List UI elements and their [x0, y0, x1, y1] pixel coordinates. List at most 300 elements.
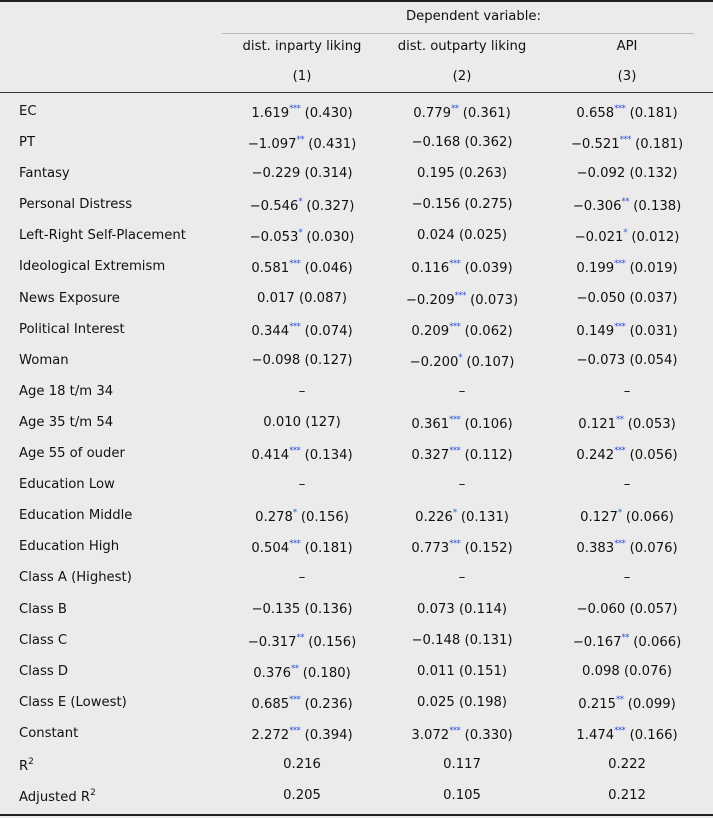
- coefficient: 0.121: [578, 416, 616, 432]
- cell-col-2: [382, 135, 542, 150]
- significance-stars: *: [617, 508, 622, 519]
- significance-stars: **: [616, 414, 624, 425]
- row-label-text: Class E (Lowest): [19, 694, 127, 710]
- cell-col-2: [382, 477, 542, 492]
- standard-error: (0.166): [629, 727, 678, 743]
- significance-stars: ***: [614, 539, 626, 550]
- cell-col-1: [222, 788, 382, 803]
- coefficient: −0.092: [576, 166, 626, 182]
- row-label: [19, 384, 113, 399]
- cell-col-2: [382, 508, 542, 525]
- row-label: [19, 353, 69, 368]
- row-label-text: Left-Right Self-Placement: [19, 228, 186, 244]
- cell-col-1: [222, 415, 382, 430]
- significance-stars: ***: [289, 725, 301, 736]
- standard-error: (0.099): [627, 696, 676, 712]
- cell-col-1: [222, 477, 382, 492]
- coefficient: 0.685: [251, 696, 290, 712]
- table-row: [0, 190, 713, 221]
- cell-col-1: [222, 322, 382, 339]
- coefficient: 0.098: [581, 663, 620, 679]
- cell-col-2: [382, 757, 542, 772]
- row-label: [19, 726, 78, 741]
- cell-col-1: [222, 135, 382, 152]
- cell-col-1: [222, 726, 382, 743]
- row-label-text: Political Interest: [19, 321, 125, 337]
- significance-stars: ***: [449, 259, 461, 270]
- cell-col-3: [542, 322, 712, 339]
- standard-error: (0.361): [462, 106, 511, 121]
- cell-col-3: [542, 477, 712, 492]
- column-number-1: (1): [292, 69, 312, 84]
- table-body: [0, 97, 713, 812]
- significance-stars: ***: [614, 259, 626, 270]
- standard-error: (127): [305, 414, 341, 430]
- coefficient: 0.581: [251, 261, 290, 277]
- standard-error: (0.136): [304, 601, 353, 617]
- significance-stars: ***: [454, 290, 466, 301]
- coefficient: –: [623, 570, 631, 586]
- coefficient: 0.117: [443, 756, 481, 772]
- coefficient: −0.521: [570, 137, 620, 153]
- row-label-text: Class C: [19, 632, 68, 648]
- standard-error: (0.156): [308, 634, 357, 650]
- row-label: [19, 570, 132, 585]
- row-label: [19, 446, 125, 461]
- significance-stars: *: [292, 508, 297, 519]
- table-row: [0, 595, 713, 626]
- column-number-3: (3): [617, 69, 637, 84]
- row-label-text: R: [19, 758, 29, 774]
- standard-error: (0.181): [629, 106, 678, 121]
- significance-stars: ***: [289, 259, 301, 270]
- standard-error: (0.025): [458, 228, 507, 244]
- cell-col-1: [222, 291, 382, 306]
- coefficient: 1.474: [576, 727, 615, 743]
- standard-error: (0.131): [460, 510, 509, 526]
- coefficient: –: [623, 383, 631, 399]
- coefficient: −0.168: [411, 135, 461, 151]
- coefficient: −0.306: [572, 199, 622, 215]
- header-underline: [222, 33, 694, 34]
- significance-stars: ***: [289, 539, 301, 550]
- significance-stars: ***: [289, 694, 301, 705]
- row-label: [19, 477, 115, 492]
- cell-col-2: [382, 695, 542, 710]
- cell-col-3: [542, 633, 712, 650]
- row-label: [19, 259, 165, 274]
- row-label: [19, 602, 67, 617]
- cell-col-2: [382, 104, 542, 121]
- cell-col-3: [542, 166, 712, 181]
- row-label-text: Personal Distress: [19, 197, 133, 213]
- significance-stars: **: [451, 104, 459, 114]
- significance-stars: ***: [289, 321, 301, 332]
- standard-error: (0.076): [629, 541, 678, 557]
- cell-col-2: [382, 384, 542, 399]
- standard-error: (0.106): [464, 416, 513, 432]
- coefficient: −0.021: [574, 230, 624, 246]
- significance-stars: ***: [449, 725, 461, 736]
- row-label-text: Constant: [19, 725, 79, 741]
- significance-stars: **: [296, 135, 305, 146]
- row-label-text: Class B: [19, 601, 67, 617]
- dependent-variable-header: Dependent variable:: [406, 9, 541, 24]
- standard-error: (0.156): [300, 510, 349, 526]
- standard-error: (0.134): [304, 448, 353, 464]
- table-row: [0, 128, 713, 159]
- coefficient: −0.167: [572, 634, 622, 650]
- coefficient: 0.212: [608, 788, 646, 804]
- significance-stars: *: [458, 352, 463, 363]
- standard-error: (0.362): [464, 135, 513, 151]
- cell-col-2: [382, 633, 542, 648]
- coefficient: −1.097: [247, 137, 297, 153]
- coefficient: 0.215: [578, 696, 616, 712]
- row-label: [19, 322, 125, 337]
- coefficient: 0.010: [263, 414, 302, 430]
- cell-col-3: [542, 104, 712, 121]
- standard-error: (0.394): [304, 727, 353, 743]
- row-label-text: Education Middle: [19, 508, 133, 524]
- table-row: [0, 501, 713, 532]
- cell-col-2: [382, 166, 542, 181]
- coefficient: –: [298, 477, 306, 493]
- cell-col-1: [222, 757, 382, 772]
- cell-col-1: [222, 228, 382, 245]
- significance-stars: *: [623, 228, 628, 239]
- coefficient: –: [458, 477, 466, 493]
- standard-error: (0.431): [308, 137, 357, 153]
- table-row: [0, 688, 713, 719]
- standard-error: (0.114): [458, 601, 507, 617]
- table-row: [0, 470, 713, 501]
- coefficient: 0.658: [576, 106, 615, 121]
- standard-error: (0.152): [464, 541, 513, 557]
- standard-error: (0.181): [304, 541, 353, 557]
- significance-stars: ***: [449, 446, 461, 457]
- standard-error: (0.430): [304, 106, 353, 121]
- cell-col-3: [542, 384, 712, 399]
- standard-error: (0.039): [464, 261, 513, 277]
- table-row: [0, 626, 713, 657]
- coefficient: –: [458, 383, 466, 399]
- standard-error: (0.066): [633, 634, 682, 650]
- standard-error: (0.057): [629, 601, 678, 617]
- cell-col-1: [222, 384, 382, 399]
- cell-col-3: [542, 570, 712, 585]
- significance-stars: ***: [614, 321, 626, 332]
- cell-col-3: [542, 446, 712, 463]
- cell-col-1: [222, 446, 382, 463]
- row-label-text: PT: [19, 135, 36, 151]
- standard-error: (0.112): [464, 448, 513, 464]
- row-label-text: Adjusted R: [19, 790, 91, 806]
- cell-col-3: [542, 197, 712, 214]
- coefficient: 0.205: [283, 788, 321, 804]
- column-number-2: (2): [452, 69, 472, 84]
- table-row: [0, 750, 713, 781]
- coefficient: 0.216: [283, 756, 321, 772]
- standard-error: (0.046): [304, 261, 353, 277]
- coefficient: 0.344: [251, 323, 290, 339]
- cell-col-1: [222, 259, 382, 276]
- significance-stars: *: [452, 508, 457, 519]
- coefficient: –: [458, 570, 466, 586]
- cell-col-2: [382, 353, 542, 370]
- column-title-1: dist. inparty liking: [242, 39, 362, 54]
- standard-error: (0.087): [298, 290, 347, 306]
- table-row: [0, 657, 713, 688]
- cell-col-3: [542, 228, 712, 245]
- cell-col-3: [542, 415, 712, 432]
- coefficient: −0.546: [249, 199, 299, 215]
- standard-error: (0.066): [625, 510, 674, 526]
- table-row: [0, 159, 713, 190]
- coefficient: 0.024: [416, 228, 455, 244]
- row-label-superscript: 2: [90, 788, 96, 799]
- standard-error: (0.151): [458, 663, 507, 679]
- coefficient: 0.017: [256, 290, 295, 306]
- row-label: [19, 415, 113, 430]
- column-title-3: API: [616, 39, 638, 54]
- cell-col-3: [542, 508, 712, 525]
- header-divider: [0, 92, 713, 93]
- row-label: [19, 166, 70, 181]
- row-label-text: Class A (Highest): [19, 570, 132, 586]
- coefficient: 0.199: [576, 261, 615, 277]
- row-label: [19, 228, 186, 243]
- coefficient: −0.073: [576, 352, 626, 368]
- significance-stars: **: [291, 663, 299, 674]
- row-label: [19, 508, 132, 523]
- standard-error: (0.053): [627, 416, 676, 432]
- table-row: [0, 221, 713, 252]
- significance-stars: ***: [614, 104, 626, 114]
- bottom-rule: [0, 814, 713, 816]
- coefficient: 0.361: [411, 416, 450, 432]
- cell-col-2: [382, 570, 542, 585]
- cell-col-2: [382, 788, 542, 803]
- table-row: [0, 719, 713, 750]
- cell-col-2: [382, 197, 542, 212]
- cell-col-1: [222, 602, 382, 617]
- row-label-text: Age 18 t/m 34: [19, 383, 114, 399]
- cell-col-1: [222, 508, 382, 525]
- coefficient: −0.229: [251, 166, 301, 182]
- standard-error: (0.037): [629, 290, 678, 306]
- cell-col-2: [382, 664, 542, 679]
- cell-col-1: [222, 695, 382, 712]
- cell-col-1: [222, 166, 382, 181]
- coefficient: −0.156: [411, 197, 461, 213]
- standard-error: (0.062): [464, 323, 513, 339]
- coefficient: 0.011: [416, 663, 455, 679]
- row-label: [19, 135, 35, 150]
- cell-col-3: [542, 757, 712, 772]
- standard-error: (0.138): [633, 199, 682, 215]
- standard-error: (0.131): [464, 632, 513, 648]
- row-label: [19, 104, 37, 119]
- significance-stars: **: [621, 197, 630, 208]
- standard-error: (0.327): [306, 199, 355, 215]
- significance-stars: **: [621, 632, 630, 643]
- coefficient: –: [623, 477, 631, 493]
- row-label-text: Ideological Extremism: [19, 259, 166, 275]
- coefficient: −0.135: [251, 601, 301, 617]
- coefficient: 0.105: [443, 788, 481, 804]
- row-label: [19, 633, 67, 648]
- table-row: [0, 252, 713, 283]
- cell-col-3: [542, 135, 712, 152]
- row-label-superscript: 2: [28, 756, 34, 767]
- cell-col-3: [542, 539, 712, 556]
- coefficient: 0.149: [576, 323, 615, 339]
- coefficient: −0.317: [247, 634, 297, 650]
- coefficient: −0.209: [405, 292, 455, 308]
- coefficient: 0.779: [413, 106, 451, 121]
- table-row: [0, 284, 713, 315]
- row-label-text: Education High: [19, 539, 120, 555]
- cell-col-2: [382, 602, 542, 617]
- row-label: [19, 664, 68, 679]
- coefficient: −0.200: [409, 354, 459, 370]
- row-label-text: Woman: [19, 352, 69, 368]
- significance-stars: ***: [449, 539, 461, 550]
- cell-col-3: [542, 353, 712, 368]
- table-row: [0, 97, 713, 128]
- coefficient: 0.226: [415, 510, 453, 526]
- coefficient: 0.025: [416, 694, 455, 710]
- significance-stars: ***: [449, 414, 461, 425]
- row-label-text: Age 55 of ouder: [19, 446, 125, 462]
- coefficient: 0.278: [255, 510, 293, 526]
- coefficient: 0.127: [580, 510, 618, 526]
- coefficient: 0.414: [251, 448, 290, 464]
- coefficient: –: [298, 570, 306, 586]
- coefficient: 0.195: [416, 166, 455, 182]
- standard-error: (0.074): [304, 323, 353, 339]
- standard-error: (0.314): [304, 166, 353, 182]
- coefficient: 3.072: [411, 727, 450, 743]
- table-row: [0, 315, 713, 346]
- coefficient: 1.619: [251, 106, 290, 121]
- table-row: [0, 532, 713, 563]
- coefficient: 2.272: [251, 727, 290, 743]
- cell-col-2: [382, 322, 542, 339]
- standard-error: (0.181): [635, 137, 684, 153]
- cell-col-2: [382, 539, 542, 556]
- row-label-text: News Exposure: [19, 290, 120, 306]
- standard-error: (0.198): [458, 694, 507, 710]
- cell-col-1: [222, 664, 382, 681]
- cell-col-3: [542, 602, 712, 617]
- significance-stars: ***: [289, 104, 301, 114]
- cell-col-2: [382, 259, 542, 276]
- coefficient: –: [298, 383, 306, 399]
- coefficient: −0.148: [411, 632, 461, 648]
- cell-col-1: [222, 197, 382, 214]
- row-label: [19, 539, 119, 554]
- significance-stars: *: [298, 197, 303, 208]
- coefficient: 0.376: [253, 665, 291, 681]
- cell-col-3: [542, 788, 712, 803]
- coefficient: 0.383: [576, 541, 615, 557]
- cell-col-2: [382, 415, 542, 432]
- cell-col-1: [222, 633, 382, 650]
- standard-error: (0.031): [629, 323, 678, 339]
- standard-error: (0.132): [629, 166, 678, 182]
- cell-col-2: [382, 726, 542, 743]
- significance-stars: ***: [619, 135, 631, 146]
- coefficient: 0.209: [411, 323, 450, 339]
- cell-col-1: [222, 104, 382, 121]
- cell-col-3: [542, 726, 712, 743]
- standard-error: (0.107): [466, 354, 515, 370]
- row-label: [19, 197, 132, 212]
- row-label: [19, 788, 96, 805]
- row-label: [19, 291, 120, 306]
- table-row: [0, 408, 713, 439]
- standard-error: (0.236): [304, 696, 353, 712]
- cell-col-3: [542, 291, 712, 306]
- top-rule: [0, 0, 713, 2]
- row-label-text: Class D: [19, 663, 69, 679]
- standard-error: (0.054): [629, 352, 678, 368]
- cell-col-3: [542, 259, 712, 276]
- coefficient: 0.116: [411, 261, 450, 277]
- coefficient: 0.773: [411, 541, 450, 557]
- coefficient: −0.053: [249, 230, 299, 246]
- standard-error: (0.275): [464, 197, 513, 213]
- coefficient: −0.098: [251, 352, 301, 368]
- cell-col-1: [222, 570, 382, 585]
- standard-error: (0.056): [629, 448, 678, 464]
- cell-col-2: [382, 446, 542, 463]
- standard-error: (0.330): [464, 727, 513, 743]
- significance-stars: ***: [614, 446, 626, 457]
- significance-stars: **: [616, 694, 624, 705]
- significance-stars: *: [298, 228, 303, 239]
- row-label: [19, 757, 34, 774]
- standard-error: (0.127): [304, 352, 353, 368]
- cell-col-2: [382, 228, 542, 243]
- coefficient: 0.073: [416, 601, 455, 617]
- significance-stars: **: [296, 632, 305, 643]
- significance-stars: ***: [449, 321, 461, 332]
- coefficient: 0.504: [251, 541, 290, 557]
- coefficient: −0.050: [576, 290, 626, 306]
- coefficient: 0.327: [411, 448, 450, 464]
- standard-error: (0.180): [302, 665, 351, 681]
- standard-error: (0.030): [306, 230, 355, 246]
- standard-error: (0.073): [470, 292, 519, 308]
- table-row: [0, 563, 713, 594]
- cell-col-1: [222, 353, 382, 368]
- cell-col-2: [382, 291, 542, 308]
- table-row: [0, 781, 713, 812]
- coefficient: 0.242: [576, 448, 615, 464]
- standard-error: (0.076): [623, 663, 672, 679]
- column-title-2: dist. outparty liking: [397, 39, 527, 54]
- row-label-text: Education Low: [19, 477, 115, 493]
- row-label-text: Age 35 t/m 54: [19, 414, 114, 430]
- standard-error: (0.012): [631, 230, 680, 246]
- row-label: [19, 695, 127, 710]
- table-row: [0, 439, 713, 470]
- coefficient: 0.222: [608, 756, 646, 772]
- cell-col-3: [542, 664, 712, 679]
